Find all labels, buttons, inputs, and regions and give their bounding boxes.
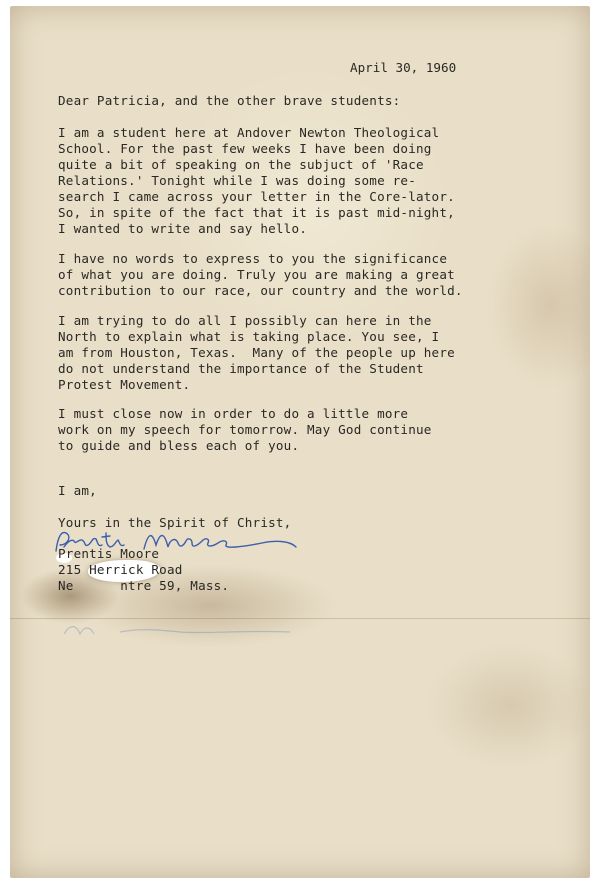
sender-street: 215 Herrick Road — [58, 562, 183, 577]
paragraph-1-line: Relations.' Tonight while I was doing some re- — [58, 173, 416, 188]
paragraph-3-line: Protest Movement. — [58, 377, 191, 392]
sender-city: Ne ntre 59, Mass. — [58, 578, 230, 593]
paper-fold — [10, 618, 590, 619]
paragraph-4-line: to guide and bless each of you. — [58, 438, 300, 453]
paragraph-1-line: I wanted to write and say hello. — [58, 221, 308, 236]
handwritten-signature — [52, 525, 302, 559]
paragraph-4-line: work on my speech for tomorrow. May God continue — [58, 422, 432, 437]
closing: I am, — [58, 483, 97, 498]
letter-date: April 30, 1960 — [350, 60, 457, 75]
paragraph-3-line: am from Houston, Texas. Many of the people up here — [58, 345, 455, 360]
paragraph-2-line: of what you are doing. Truly you are making a great — [58, 267, 455, 282]
paragraph-3-line: I am trying to do all I possibly can here in the — [58, 313, 432, 328]
paragraph-2-line: I have no words to express to you the significance — [58, 251, 448, 266]
paragraph-4-line: I must close now in order to do a little more — [58, 406, 409, 421]
paragraph-1-line: School. For the past few weeks I have been doing — [58, 141, 432, 156]
paragraph-1-line: quite a bit of speaking on the subjuct of 'Race — [58, 157, 424, 172]
paragraph-2-line: contribution to our race, our country and the world. — [58, 283, 463, 298]
paragraph-1-line: I am a student here at Andover Newton Theological — [58, 125, 440, 140]
valediction: Yours in the Spirit of Christ, — [58, 515, 292, 530]
faint-ink-bleed — [60, 622, 300, 640]
paragraph-1-line: search I came across your letter in the Core-lator. — [58, 189, 455, 204]
sender-name: Prentis Moore — [58, 546, 160, 561]
paragraph-3-line: do not understand the importance of the Student — [58, 361, 424, 376]
paragraph-3-line: North to explain what is taking place. You see, I — [58, 329, 440, 344]
salutation: Dear Patricia, and the other brave students: — [58, 93, 401, 108]
paragraph-1-line: So, in spite of the fact that it is past mid-night, — [58, 205, 455, 220]
